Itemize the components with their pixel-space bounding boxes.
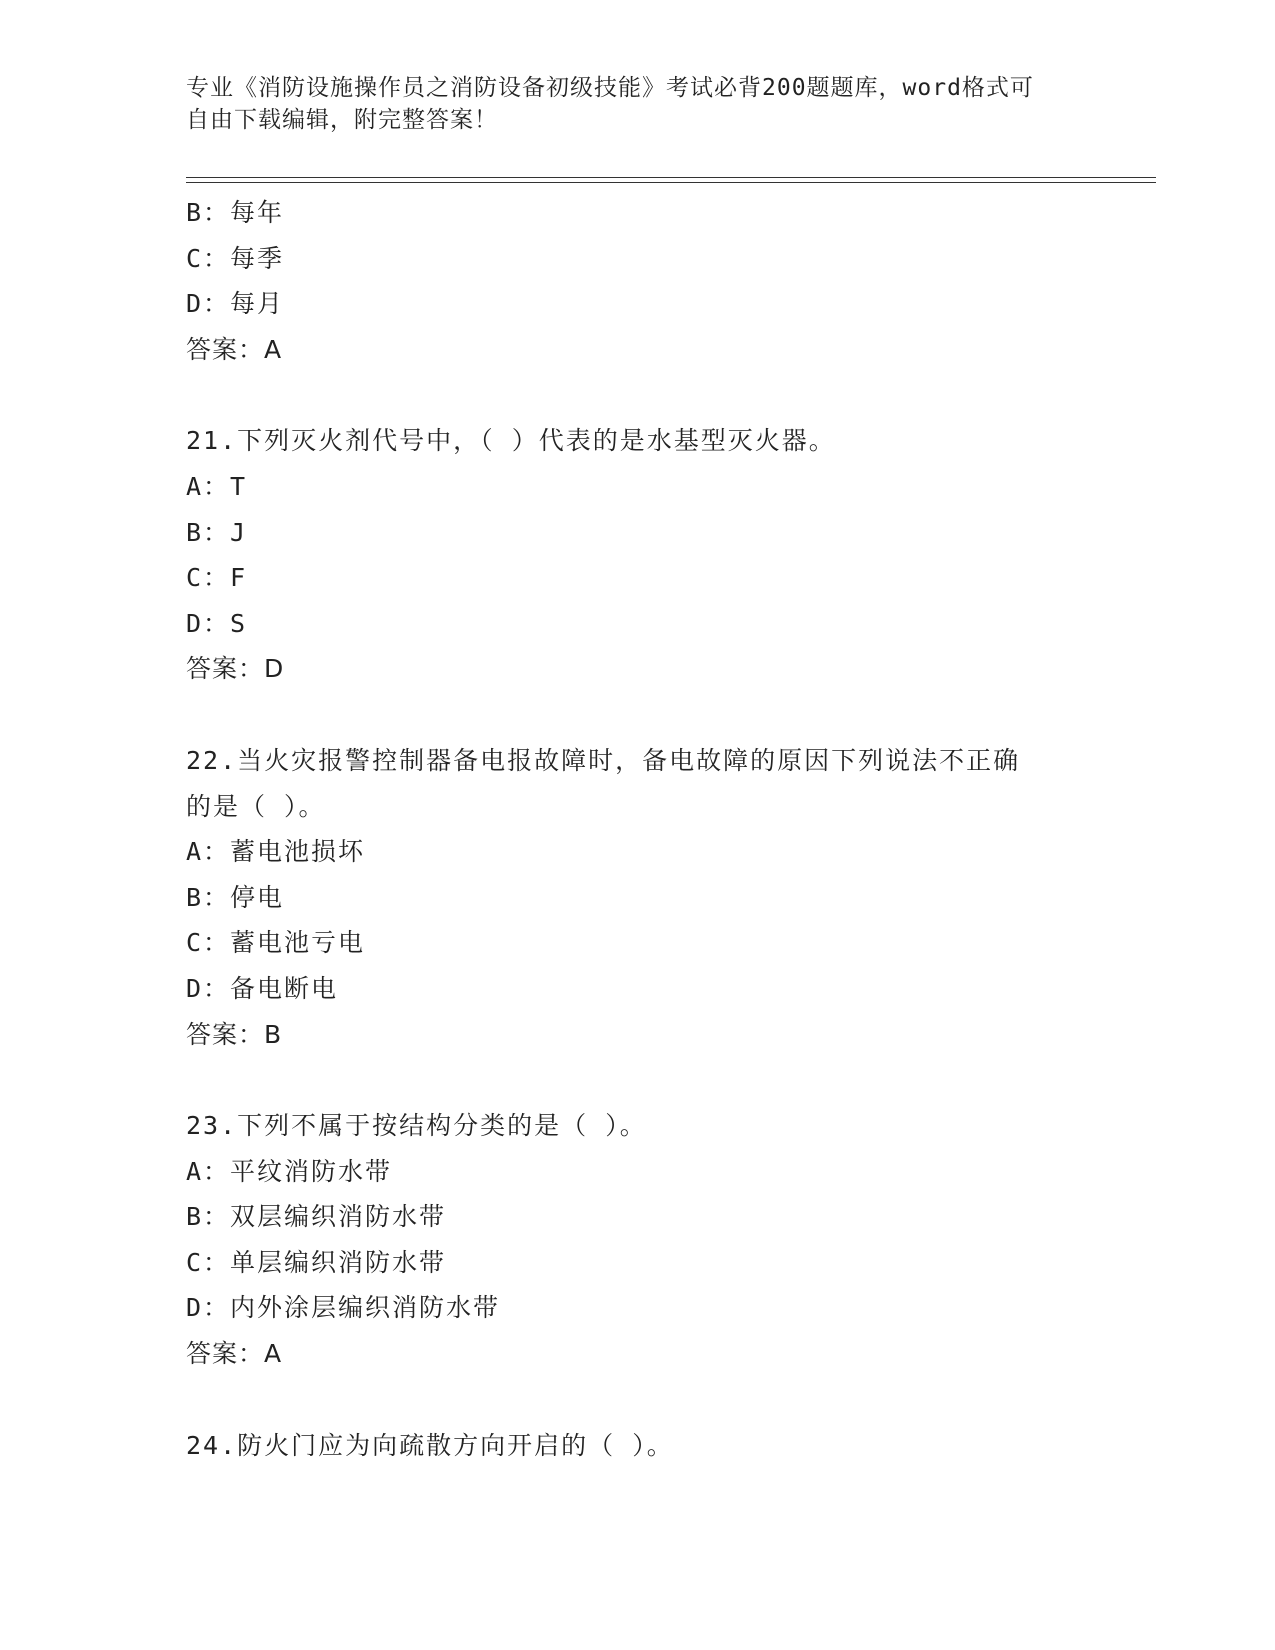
option-b: B：每年 — [186, 198, 285, 227]
answer-line: 答案：B — [186, 1019, 283, 1049]
option-c: C：F — [186, 563, 248, 593]
option-a: A：平纹消防水带 — [186, 1156, 393, 1186]
option-a: A：蓄电池损坏 — [186, 837, 366, 867]
option-c: C：蓄电池亏电 — [186, 928, 366, 958]
header-line-2: 自由下载编辑，附完整答案！ — [186, 107, 498, 133]
option-c: C：每季 — [186, 243, 285, 273]
question-block-24 — [186, 1423, 1086, 1469]
option-d: D：内外涂层编织消防水带 — [186, 1293, 501, 1323]
question-block-20 — [186, 190, 1086, 372]
question-block-23 — [186, 1103, 1086, 1377]
header-divider — [186, 177, 1156, 183]
option-b: B：J — [186, 517, 248, 547]
option-d: D：备电断电 — [186, 973, 339, 1003]
answer-line: 答案：A — [186, 1339, 283, 1369]
header-line-1: 专业《消防设施操作员之消防设备初级技能》考试必背200题题库，word格式可 — [186, 75, 1034, 101]
question-text: 24.防火门应为向疏散方向开启的（ ）。 — [186, 1430, 674, 1460]
option-b: B：双层编织消防水带 — [186, 1202, 447, 1232]
answer-line: 答案：A — [186, 334, 283, 364]
question-text-line-2: 的是（ ）。 — [186, 791, 326, 821]
option-d: D：S — [186, 608, 248, 638]
question-list — [186, 190, 1086, 1468]
option-c: C：单层编织消防水带 — [186, 1247, 447, 1277]
option-d: D：每月 — [186, 289, 285, 319]
question-block-21 — [186, 418, 1086, 692]
option-a: A：T — [186, 471, 248, 501]
option-b: B：停电 — [186, 882, 285, 912]
question-block-22 — [186, 738, 1086, 1057]
question-text: 21.下列灭火剂代号中，（ ）代表的是水基型灭火器。 — [186, 426, 836, 456]
question-text: 23.下列不属于按结构分类的是（ ）。 — [186, 1111, 647, 1141]
document-header — [186, 72, 1066, 136]
answer-line: 答案：D — [186, 654, 285, 684]
question-text-line-1: 22.当火灾报警控制器备电报故障时，备电故障的原因下列说法不正确 — [186, 745, 1021, 775]
